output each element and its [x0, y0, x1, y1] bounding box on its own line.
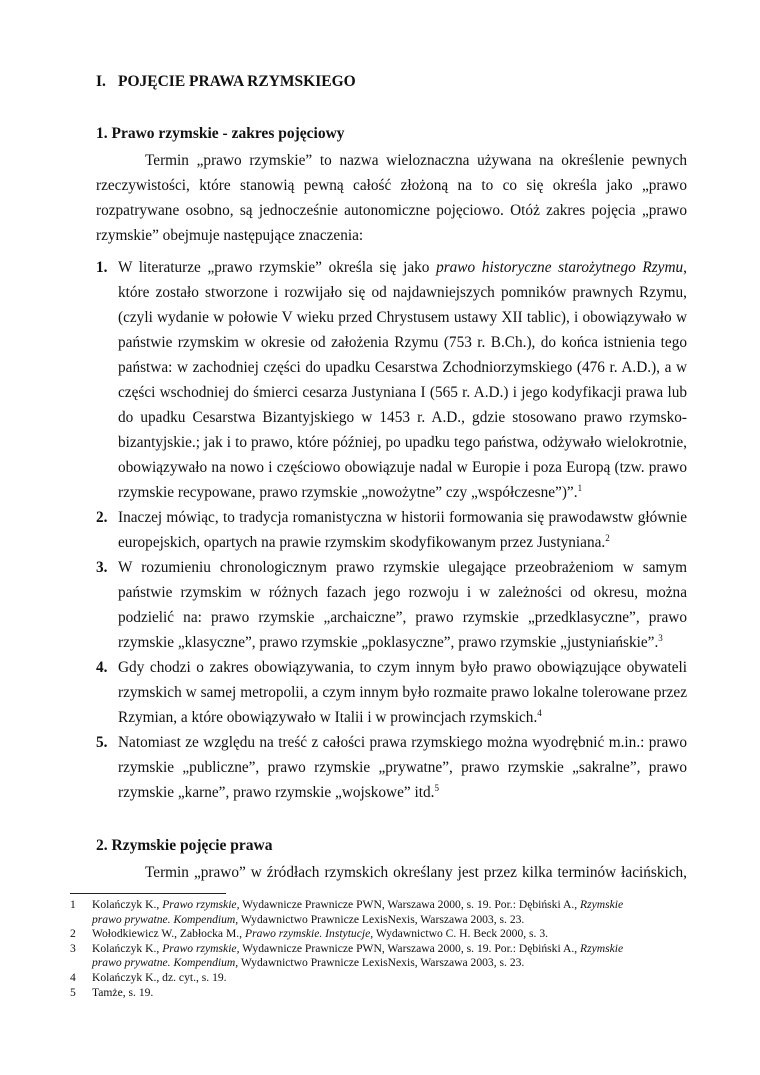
list-item-number: 1. — [96, 259, 108, 276]
text-segment: europejskich, opartych na prawie rzymskim skodyfikowanym przez Justyniana. — [118, 534, 606, 551]
italic-text: prawo historyczne starożytnego Rzymu — [436, 259, 684, 276]
text-segment: Termin „prawo rzymskie” to nazwa wieloznaczna używana na określenie pewnych — [145, 152, 687, 169]
footnote — [70, 898, 690, 927]
list-item-number: 4. — [96, 659, 108, 676]
footnote-number: 2 — [70, 927, 76, 941]
footnote-line — [92, 986, 690, 1001]
text-line — [118, 455, 687, 480]
footnote-line — [92, 927, 690, 942]
text-line — [118, 405, 687, 430]
text-segment: państwa: w zachodniej części do upadku Cesarstwa Zchodniorzymskiego (476 r. A.D.), a w — [118, 359, 687, 376]
text-line — [96, 148, 687, 173]
footnote — [70, 986, 690, 1001]
text-line — [118, 755, 687, 780]
text-segment: do upadku Cesarstwa Bizantyjskiego w 1453 r. A.D., gdzie stosowano prawo rzymsko- — [118, 409, 687, 426]
text-line — [118, 555, 687, 580]
text-segment: Inaczej mówiąc, to tradycja romanistyczna w historii formowania się prawodawstw głównie — [118, 509, 687, 526]
text-line — [118, 430, 687, 455]
list-item — [96, 255, 687, 505]
text-segment: rozpatrywane osobno, są jednocześnie autonomiczne pojęciowo. Otóż zakres pojęcia „prawo — [96, 202, 687, 219]
section-heading-2: 2. Rzymskie pojęcie prawa — [96, 837, 273, 854]
text-line — [118, 530, 687, 555]
text-segment: Termin „prawo” w źródłach rzymskich określany jest przez kilka terminów łacińskich, — [145, 864, 687, 881]
text-segment: podzielić na: prawo rzymskie „archaiczne”, prawo rzymskie „przedklasyczne”, prawo — [118, 609, 687, 626]
footnote-number: 1 — [70, 898, 76, 911]
text-segment: Wydawnictwo Prawnicze LexisNexis, Warszawa 2003, s. 23. — [238, 956, 525, 970]
text-segment: państwie rzymskim w różnych fazach jego rozwoju i w zależności od okresu, można — [118, 584, 687, 601]
italic-text: Rzymskie — [580, 941, 624, 955]
text-segment: Kolańczyk K., — [92, 941, 163, 955]
text-line — [118, 780, 687, 805]
text-line — [118, 330, 687, 355]
footnote-number: 4 — [70, 970, 76, 984]
italic-text: Prawo rzymskie, — [162, 941, 240, 955]
footnote-line — [92, 956, 690, 971]
italic-text: Prawo rzymskie, — [162, 898, 240, 911]
text-line — [118, 680, 687, 705]
text-line — [96, 198, 687, 223]
footnote-reference[interactable]: 4 — [537, 707, 542, 718]
text-segment: Wydawnictwo C. H. Beck 2000, s. 3. — [373, 927, 549, 941]
section-2-intro — [96, 860, 687, 885]
text-segment: Kolańczyk K., — [92, 898, 163, 911]
text-segment: rzymskie „karne”, prawo rzymskie „wojskowe” itd. — [118, 784, 435, 801]
list-item-number: 5. — [96, 734, 108, 751]
text-segment: części wschodniej do śmierci cesarza Justyniana I (565 r. A.D.) i jego kodyfikacji prawa lub — [118, 384, 687, 401]
text-segment: Rzymian, a które obowiązywało w Italii i w prowincjach rzymskich. — [118, 709, 538, 726]
text-segment: Wydawnicze Prawnicze PWN, Warszawa 2000, s. 19. Por.: Dębiński A., — [239, 941, 581, 955]
italic-text: Rzymskie — [580, 898, 624, 911]
text-segment: obowiązywało na nowo i częściowo obowiązuje nadal w Europie i poza Europą (tzw. prawo — [118, 459, 687, 476]
text-segment: rzymskie recypowane, prawo rzymskie „nowożytne” czy „współczesne”)”. — [118, 484, 578, 501]
text-line — [118, 305, 687, 330]
text-line — [118, 630, 687, 655]
text-line — [118, 580, 687, 605]
list-item — [96, 505, 687, 555]
text-segment: W rozumieniu chronologicznym prawo rzymskie ulegające przeobrażeniom w samym — [118, 559, 687, 576]
footnotes — [70, 898, 690, 1000]
text-segment: Gdy chodzi o zakres obowiązywania, to czym innym było prawo obowiązujące obywateli — [118, 659, 687, 676]
text-line — [118, 380, 687, 405]
text-line — [118, 730, 687, 755]
text-segment: , — [683, 259, 687, 276]
text-line — [118, 705, 687, 730]
footnote — [70, 971, 690, 986]
footnote-reference[interactable]: 5 — [434, 782, 439, 793]
list-item — [96, 655, 687, 730]
footnote-separator — [70, 893, 226, 894]
chapter-title — [96, 73, 356, 91]
text-segment: rzeczywistości, które stanowią pewną całość złożoną na to co się określa jako „prawo — [96, 177, 687, 194]
italic-text: prawo prywatne. Kompendium, — [92, 912, 239, 926]
footnote-line — [92, 913, 690, 928]
text-line — [96, 223, 687, 248]
text-segment: które zostało stworzone i rozwijało się od najdawniejszych pomników prawnych Rzymu, — [118, 284, 687, 301]
text-segment: bizantyjskie.; jak i to prawo, które później, po upadku tego państwa, odżywało wielokrotnie, — [118, 434, 687, 451]
text-line — [118, 480, 687, 505]
footnote-reference[interactable]: 3 — [658, 632, 663, 643]
text-line — [118, 655, 687, 680]
text-segment: Natomiast ze względu na treść z całości prawa rzymskiego można wyodrębnić m.in.: prawo — [118, 734, 687, 751]
list-item — [96, 730, 687, 805]
text-segment: państwie rzymskim w okresie od założenia Rzymu (753 r. B.Ch.), do końca istnienia tego — [118, 334, 687, 351]
section-1-intro — [96, 148, 687, 248]
footnote-line — [92, 898, 690, 913]
italic-text: prawo prywatne. Kompendium, — [92, 956, 239, 970]
list-item-number: 3. — [96, 559, 108, 576]
italic-text: Prawo rzymskie. Instytucje, — [244, 927, 374, 941]
footnote — [70, 927, 690, 942]
footnote — [70, 942, 690, 971]
text-segment: rzymskie” obejmuje następujące znaczenia: — [96, 227, 364, 244]
text-segment: Tamże, s. 19. — [92, 985, 154, 999]
text-segment: rzymskie „publiczne”, prawo rzymskie „prywatne”, prawo rzymskie „sakralne”, prawo — [118, 759, 687, 776]
chapter-title-text: POJĘCIE PRAWA RZYMSKIEGO — [118, 73, 356, 90]
footnote-line — [92, 971, 690, 986]
text-segment: W literaturze „prawo rzymskie” określa się jako — [118, 259, 437, 276]
text-segment: (czyli wydanie w połowie V wieku przed Chrystusem ustawy XII tablic), i obowiązywało w — [118, 309, 687, 326]
chapter-number: I. — [96, 73, 106, 90]
text-segment: Wydawnicze Prawnicze PWN, Warszawa 2000, s. 19. Por.: Dębiński A., — [239, 898, 581, 911]
text-line — [118, 355, 687, 380]
text-line — [118, 605, 687, 630]
text-line — [118, 280, 687, 305]
footnote-number: 5 — [70, 985, 76, 999]
text-line — [96, 173, 687, 198]
footnote-number: 3 — [70, 941, 76, 955]
footnote-reference[interactable]: 1 — [577, 482, 583, 493]
text-line — [118, 505, 687, 530]
text-segment: rzymskich w samej metropolii, a czym innym było rozmaite prawo lokalne tolerowane przez — [118, 684, 687, 701]
list-item-number: 2. — [96, 509, 108, 526]
list-item — [96, 555, 687, 655]
section-heading-1: 1. Prawo rzymskie - zakres pojęciowy — [96, 125, 345, 142]
text-segment: rzymskie „klasyczne”, prawo rzymskie „poklasyczne”, prawo rzymskie „justyniańskie”. — [118, 634, 659, 651]
text-line — [118, 255, 687, 280]
text-segment: Wydawnictwo Prawnicze LexisNexis, Warszawa 2003, s. 23. — [238, 912, 525, 926]
section-1-list — [96, 255, 687, 805]
text-segment: Kolańczyk K., dz. cyt., s. 19. — [92, 970, 227, 984]
text-line — [96, 860, 687, 885]
text-segment: Wołodkiewicz W., Zabłocka M., — [92, 927, 245, 941]
footnote-line — [92, 942, 690, 957]
footnote-reference[interactable]: 2 — [605, 532, 610, 543]
